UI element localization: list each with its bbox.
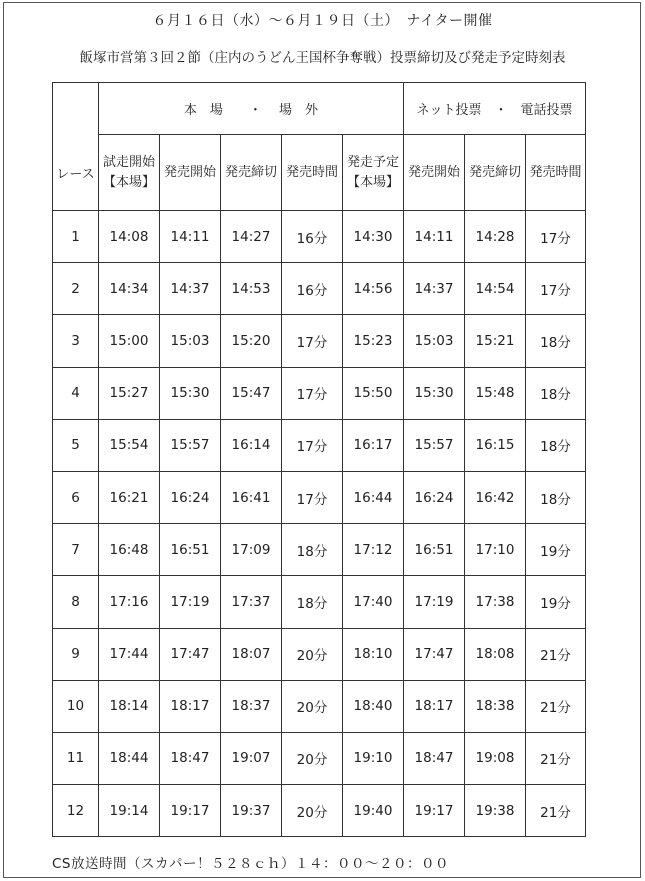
table-cell: 16:48 bbox=[99, 524, 160, 576]
table-cell: 19:10 bbox=[343, 732, 404, 784]
table-cell: 17分 bbox=[282, 419, 343, 471]
table-cell: 15:20 bbox=[221, 315, 282, 367]
header-net-phone: ネット投票 ・ 電話投票 bbox=[404, 83, 586, 135]
header-main-venue: 本 場 ・ 場 外 bbox=[99, 83, 404, 135]
table-cell: 16:14 bbox=[221, 419, 282, 471]
table-cell: 20分 bbox=[282, 628, 343, 680]
table-cell: 18:14 bbox=[99, 680, 160, 732]
table-cell: 19分 bbox=[526, 576, 586, 628]
table-cell: 18:07 bbox=[221, 628, 282, 680]
table-cell: 14:56 bbox=[343, 263, 404, 315]
table-cell: 21分 bbox=[526, 680, 586, 732]
table-cell: 15:23 bbox=[343, 315, 404, 367]
table-cell: 17分 bbox=[526, 211, 586, 263]
table-cell: 17:10 bbox=[465, 524, 526, 576]
table-cell: 14:27 bbox=[221, 211, 282, 263]
table-cell: 16:42 bbox=[465, 471, 526, 523]
table-row bbox=[53, 315, 586, 367]
table-cell: 19:40 bbox=[343, 785, 404, 837]
race-number-cell: 3 bbox=[53, 315, 99, 367]
table-cell: 18:47 bbox=[404, 732, 465, 784]
table-cell: 17:44 bbox=[99, 628, 160, 680]
table-cell: 15:27 bbox=[99, 367, 160, 419]
table-cell: 21分 bbox=[526, 785, 586, 837]
table-cell: 15:50 bbox=[343, 367, 404, 419]
table-cell: 16分 bbox=[282, 211, 343, 263]
table-cell: 15:03 bbox=[160, 315, 221, 367]
table-cell: 19:37 bbox=[221, 785, 282, 837]
schedule-table bbox=[52, 82, 586, 837]
table-cell: 15:03 bbox=[404, 315, 465, 367]
table-cell: 15:30 bbox=[160, 367, 221, 419]
table-cell: 21分 bbox=[526, 732, 586, 784]
race-number-cell: 12 bbox=[53, 785, 99, 837]
race-number-cell: 4 bbox=[53, 367, 99, 419]
column-header bbox=[99, 135, 160, 211]
header-group-row bbox=[53, 83, 586, 135]
race-header: レース bbox=[53, 83, 99, 211]
table-row bbox=[53, 419, 586, 471]
table-cell: 16:41 bbox=[221, 471, 282, 523]
column-header-line1: 発売開始 bbox=[163, 164, 216, 180]
column-header-line1: 発売締切 bbox=[468, 164, 521, 180]
table-cell: 14:37 bbox=[404, 263, 465, 315]
header-column-row bbox=[53, 135, 586, 211]
table-cell: 18分 bbox=[282, 524, 343, 576]
table-cell: 19:17 bbox=[160, 785, 221, 837]
table-row bbox=[53, 367, 586, 419]
table-cell: 14:53 bbox=[221, 263, 282, 315]
table-cell: 16:15 bbox=[465, 419, 526, 471]
table-cell: 19:38 bbox=[465, 785, 526, 837]
table-cell: 15:30 bbox=[404, 367, 465, 419]
table-cell: 17分 bbox=[526, 263, 586, 315]
table-cell: 18分 bbox=[526, 419, 586, 471]
table-cell: 18分 bbox=[526, 315, 586, 367]
column-header-line1: 発売開始 bbox=[407, 164, 460, 180]
table-cell: 18:37 bbox=[221, 680, 282, 732]
column-header-line2: 【本場】 bbox=[346, 174, 399, 190]
table-cell: 15:21 bbox=[465, 315, 526, 367]
table-cell: 15:48 bbox=[465, 367, 526, 419]
table-cell: 15:47 bbox=[221, 367, 282, 419]
table-cell: 15:00 bbox=[99, 315, 160, 367]
table-row bbox=[53, 732, 586, 784]
table-cell: 17:37 bbox=[221, 576, 282, 628]
table-row bbox=[53, 785, 586, 837]
race-number-cell: 7 bbox=[53, 524, 99, 576]
race-number-cell: 6 bbox=[53, 471, 99, 523]
table-cell: 14:08 bbox=[99, 211, 160, 263]
table-cell: 16分 bbox=[282, 263, 343, 315]
table-cell: 14:28 bbox=[465, 211, 526, 263]
table-cell: 18:10 bbox=[343, 628, 404, 680]
table-cell: 14:34 bbox=[99, 263, 160, 315]
table-cell: 17:47 bbox=[404, 628, 465, 680]
table-cell: 16:21 bbox=[99, 471, 160, 523]
table-cell: 17分 bbox=[282, 315, 343, 367]
column-header-line1: 発売時間 bbox=[285, 164, 338, 180]
table-cell: 19:14 bbox=[99, 785, 160, 837]
table-cell: 15:57 bbox=[160, 419, 221, 471]
column-header-line1: 試走開始 bbox=[102, 154, 155, 170]
table-cell: 14:54 bbox=[465, 263, 526, 315]
column-header bbox=[404, 135, 465, 211]
race-number-cell: 11 bbox=[53, 732, 99, 784]
column-header-line1: 発売締切 bbox=[224, 164, 277, 180]
column-header bbox=[343, 135, 404, 211]
table-cell: 17:16 bbox=[99, 576, 160, 628]
table-cell: 19:08 bbox=[465, 732, 526, 784]
race-number-cell: 5 bbox=[53, 419, 99, 471]
table-row bbox=[53, 471, 586, 523]
table-cell: 18:17 bbox=[160, 680, 221, 732]
table-cell: 14:11 bbox=[160, 211, 221, 263]
table-cell: 15:54 bbox=[99, 419, 160, 471]
table-cell: 14:37 bbox=[160, 263, 221, 315]
table-cell: 17分 bbox=[282, 471, 343, 523]
table-cell: 14:11 bbox=[404, 211, 465, 263]
table-row bbox=[53, 524, 586, 576]
table-row bbox=[53, 211, 586, 263]
table-cell: 14:30 bbox=[343, 211, 404, 263]
table-cell: 17分 bbox=[282, 367, 343, 419]
column-header bbox=[526, 135, 586, 211]
race-number-cell: 1 bbox=[53, 211, 99, 263]
table-cell: 18分 bbox=[282, 576, 343, 628]
table-cell: 18分 bbox=[526, 471, 586, 523]
table-cell: 16:24 bbox=[404, 471, 465, 523]
table-cell: 20分 bbox=[282, 732, 343, 784]
race-number-cell: 8 bbox=[53, 576, 99, 628]
table-cell: 18:44 bbox=[99, 732, 160, 784]
table-cell: 16:51 bbox=[404, 524, 465, 576]
table-cell: 16:51 bbox=[160, 524, 221, 576]
table-cell: 18:38 bbox=[465, 680, 526, 732]
column-header bbox=[465, 135, 526, 211]
footer-cs-broadcast: CS放送時間（スカパー！５２８ｃｈ）１４：００～２０：００ bbox=[52, 856, 449, 872]
column-header bbox=[221, 135, 282, 211]
table-cell: 17:19 bbox=[160, 576, 221, 628]
table-cell: 15:57 bbox=[404, 419, 465, 471]
table-cell: 16:44 bbox=[343, 471, 404, 523]
column-header-line1: 発売時間 bbox=[529, 164, 582, 180]
column-header bbox=[160, 135, 221, 211]
table-cell: 17:19 bbox=[404, 576, 465, 628]
table-cell: 16:24 bbox=[160, 471, 221, 523]
table-cell: 18分 bbox=[526, 367, 586, 419]
page-subtitle: 飯塚市営第３回２節（庄内のうどん王国杯争奪戦）投票締切及び発走予定時刻表 bbox=[79, 50, 566, 66]
table-row bbox=[53, 576, 586, 628]
race-number-cell: 2 bbox=[53, 263, 99, 315]
column-header-line1: 発走予定 bbox=[346, 154, 399, 170]
table-cell: 19:07 bbox=[221, 732, 282, 784]
table-cell: 20分 bbox=[282, 785, 343, 837]
table-cell: 18:17 bbox=[404, 680, 465, 732]
table-cell: 17:40 bbox=[343, 576, 404, 628]
table-row bbox=[53, 680, 586, 732]
race-number-cell: 9 bbox=[53, 628, 99, 680]
table-cell: 21分 bbox=[526, 628, 586, 680]
table-cell: 17:12 bbox=[343, 524, 404, 576]
table-cell: 18:47 bbox=[160, 732, 221, 784]
table-cell: 19分 bbox=[526, 524, 586, 576]
table-cell: 20分 bbox=[282, 680, 343, 732]
table-cell: 18:08 bbox=[465, 628, 526, 680]
table-cell: 17:38 bbox=[465, 576, 526, 628]
table-cell: 18:40 bbox=[343, 680, 404, 732]
table-cell: 16:17 bbox=[343, 419, 404, 471]
table-row bbox=[53, 263, 586, 315]
table-cell: 19:17 bbox=[404, 785, 465, 837]
column-header-line2: 【本場】 bbox=[102, 174, 155, 190]
column-header bbox=[282, 135, 343, 211]
table-row bbox=[53, 628, 586, 680]
race-number-cell: 10 bbox=[53, 680, 99, 732]
table-cell: 17:47 bbox=[160, 628, 221, 680]
table-cell: 17:09 bbox=[221, 524, 282, 576]
page-title: ６月１６日（水）～６月１９日（土） ナイター開催 bbox=[152, 13, 493, 29]
